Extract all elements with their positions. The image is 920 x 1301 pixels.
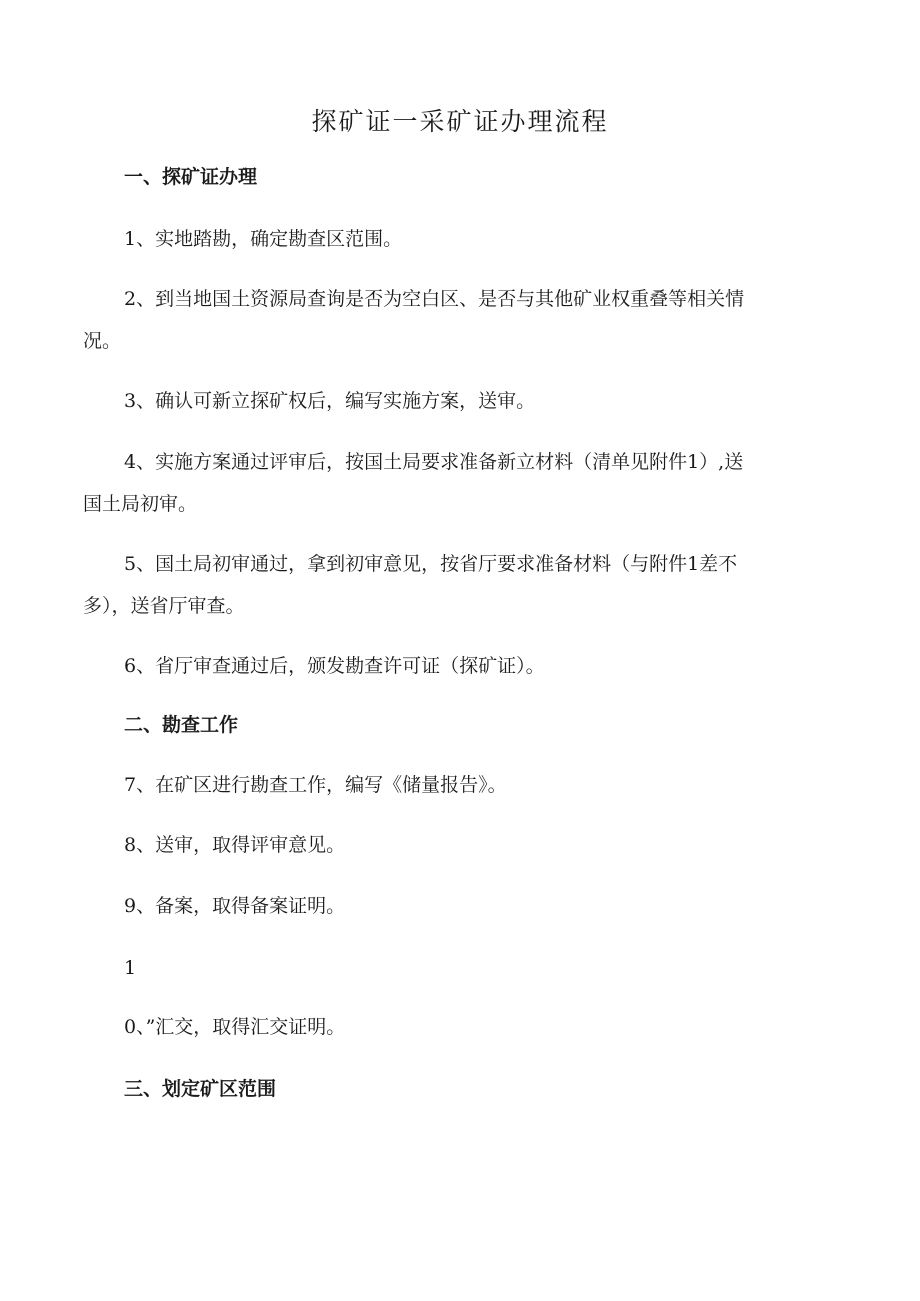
paragraph-line: 1 bbox=[124, 957, 137, 979]
paragraph-line: 5、国土局初审通过，拿到初审意见，按省厅要求准备材料（与附件1差不 bbox=[124, 553, 738, 575]
paragraph-line: 多），送省厅审查。 bbox=[83, 595, 245, 617]
paragraph-line: 9、备案，取得备案证明。 bbox=[124, 895, 346, 917]
paragraph-line: 6、省厅审查通过后，颁发勘查许可证（探矿证）。 bbox=[124, 655, 545, 677]
section-heading-1: 一、探矿证办理 bbox=[124, 166, 258, 188]
section-heading-3: 三、划定矿区范围 bbox=[124, 1078, 277, 1100]
paragraph-line: 8、送审，取得评审意见。 bbox=[124, 834, 346, 856]
paragraph-line: 3、确认可新立探矿权后，编写实施方案，送审。 bbox=[124, 390, 536, 412]
paragraph-line: 7、在矿区进行勘查工作，编写《储量报告》。 bbox=[124, 774, 507, 796]
paragraph-line: 国土局初审。 bbox=[83, 493, 198, 515]
paragraph-line: 4、实施方案通过评审后，按国土局要求准备新立材料（清单见附件1）,送 bbox=[124, 451, 744, 473]
paragraph-line: 况。 bbox=[83, 330, 122, 352]
paragraph-line: 1、实地踏勘，确定勘查区范围。 bbox=[124, 228, 403, 250]
page-title: 探矿证一采矿证办理流程 bbox=[311, 107, 609, 136]
paragraph-line: 2、到当地国土资源局查询是否为空白区、是否与其他矿业权重叠等相关情 bbox=[124, 288, 745, 310]
section-heading-2: 二、勘查工作 bbox=[124, 714, 239, 736]
paragraph-line: 0、”汇交，取得汇交证明。 bbox=[124, 1016, 346, 1038]
